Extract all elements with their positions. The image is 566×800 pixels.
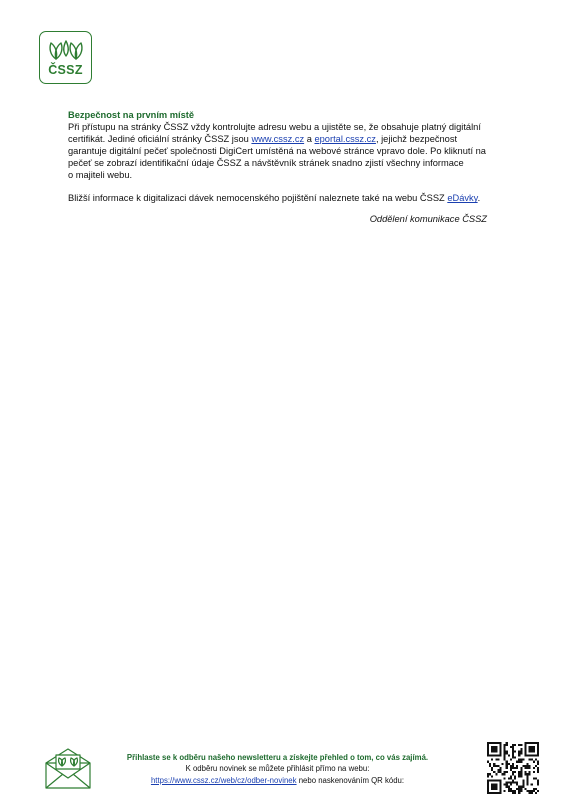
security-line-2: certifikát. Jediné oficiální stránky ČSSZ jsou www.cssz.cz a eportal.cssz.cz, jejichž bezpečnost (68, 133, 458, 144)
cssz-logo (39, 31, 92, 84)
security-paragraph (68, 122, 496, 182)
link-cssz[interactable]: www.cssz.cz (251, 133, 305, 144)
security-line-1: Při přístupu na stránky ČSSZ vždy kontrolujte adresu webu a ujistěte se, že obsahuje platný digitální (68, 121, 481, 132)
security-line-3: garantuje digitální pečeť společnosti DigiCert umístěná na webové stránce vpravo dole. Po kliknutí na (68, 145, 486, 156)
qr-code-icon[interactable] (487, 742, 539, 794)
link-edavky[interactable]: eDávky (447, 193, 478, 204)
newsletter-headline: Přihlaste se k odběru našeho newsletteru a získejte přehled o tom, co vás zajímá. (126, 753, 429, 762)
envelope-icon (43, 746, 93, 790)
newsletter-link[interactable]: https://www.cssz.cz/web/cz/odber-novinek (150, 775, 297, 785)
info-paragraph: Bližší informace k digitalizaci dávek nemocenského pojištění naleznete také na webu ČSSZ eDávky. (68, 193, 481, 204)
lotus-icon (47, 38, 85, 62)
link-eportal[interactable]: eportal.cssz.cz (314, 133, 376, 144)
newsletter-footer: Přihlaste se k odběru našeho newsletteru a získejte přehled o tom, co vás zajímá. K odběru novinek se můžete přihlásit přímo na webu: https://www.cssz.cz/web/cz/odber-novinek nebo naskenováním QR kódu: (100, 752, 455, 786)
signature: Oddělení komunikace ČSSZ (369, 214, 487, 225)
security-line-5: o majiteli webu. (68, 169, 133, 180)
logo-text: ČSSZ (48, 63, 83, 77)
security-line-4: pečeť se zobrazí identifikační údaje ČSSZ a návštěvník stránek snadno zjistí všechny informace (68, 157, 464, 168)
article-content (68, 110, 496, 226)
newsletter-subline: K odběru novinek se můžete přihlásit přímo na webu: (185, 764, 370, 774)
section-heading: Bezpečnost na prvním místě (68, 110, 195, 120)
